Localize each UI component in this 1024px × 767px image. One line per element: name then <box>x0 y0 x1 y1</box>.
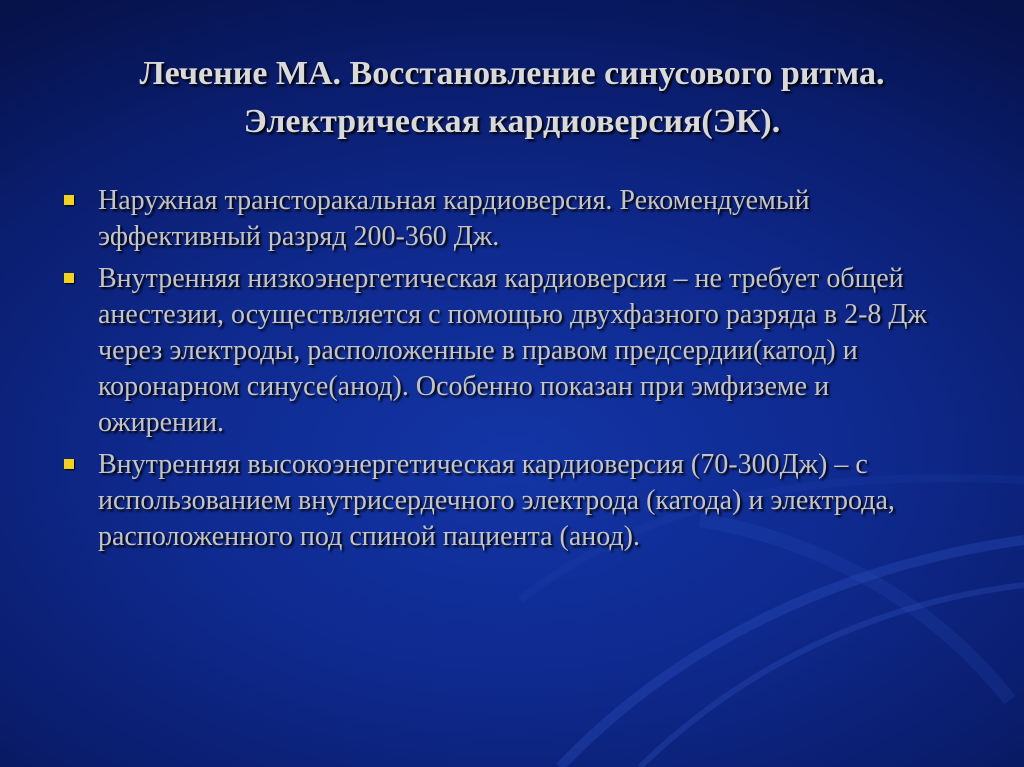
bullet-text: Внутренняя низкоэнергетическая кардиоверсия – не требует общей анестезии, осуществляется с помощью двухфазного разряда в 2-8 Дж через электроды, расположенные в правом предсердии(катод) и коронарном синусе(анод). Особенно показан при эмфиземе и ожирении. <box>98 263 927 438</box>
slide-title <box>60 50 964 146</box>
yellow-square-bullet-icon <box>64 195 74 205</box>
bullet-text: Наружная трансторакальная кардиоверсия. Рекомендуемый эффективный разряд 200-360 Дж. <box>98 185 810 252</box>
yellow-square-bullet-icon <box>64 459 74 469</box>
title-line-1: Лечение МА. Восстановление синусового ритма. <box>139 55 885 92</box>
yellow-square-bullet-icon <box>64 273 74 283</box>
bullet-text: Внутренняя высокоэнергетическая кардиоверсия (70-300Дж) – с использованием внутрисердечного электрода (катода) и электрода, расположенного под спиной пациента (анод). <box>98 449 895 552</box>
title-line-2: Электрическая кардиоверсия(ЭК). <box>243 103 781 140</box>
bullet-item-external-cardioversion <box>60 183 960 255</box>
bullet-item-internal-high-energy <box>60 447 960 555</box>
bullet-list <box>60 183 960 561</box>
bullet-item-internal-low-energy <box>60 261 960 441</box>
